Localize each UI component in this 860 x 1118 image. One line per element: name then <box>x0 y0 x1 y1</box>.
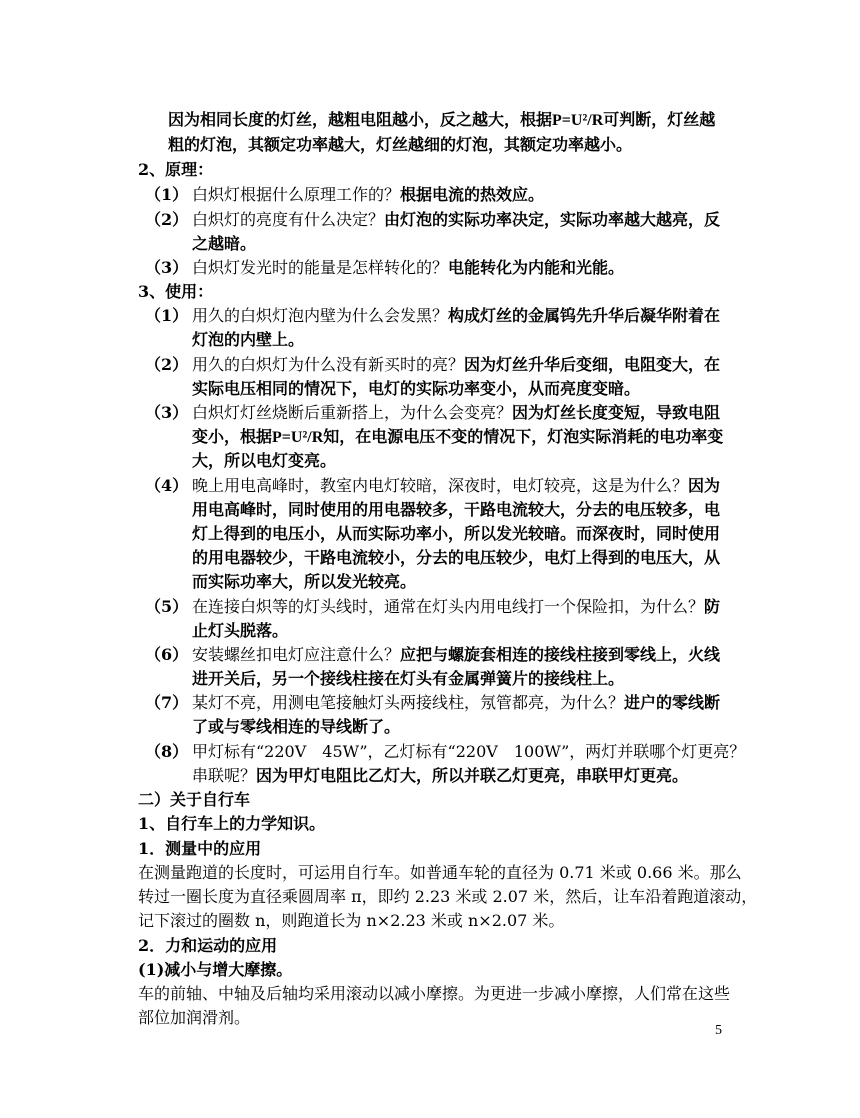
part-2-sub-1-1: 1．测量中的应用 <box>138 839 262 858</box>
section-3-item-6-cont: 进开关后，另一个接线柱接在灯头有金属弹簧片的接线柱上。 <box>192 669 625 688</box>
section-3-item-3-cont: 变小，根据P=U²/R知，在电源电压不变的情况下，灯泡实际消耗的电功率变 <box>192 427 724 446</box>
item-number: （1） <box>145 306 189 325</box>
paragraph-1-line-2: 转过一圈长度为直径乘圆周率 π，即约 2.23 米或 2.07 米，然后，让车沿着跑道滚动， <box>138 887 758 906</box>
section-3-item-8-cont: 串联呢？因为甲灯电阻比乙灯大，所以并联乙灯更亮，串联甲灯更亮。 <box>192 766 689 785</box>
section-3-item-4-cont4: 而实际功率大，所以发光较亮。 <box>192 572 417 591</box>
section-3-item-5-cont: 止灯头脱落。 <box>192 621 289 640</box>
item-number: （5） <box>145 597 189 616</box>
section-2-heading: 2、原理： <box>138 160 214 179</box>
item-number: （2） <box>145 355 189 374</box>
paragraph-2-line-1: 车的前轴、中轴及后轴均采用滚动以减小摩擦。为更进一步减小摩擦，人们常在这些 <box>138 984 731 1003</box>
section-3-item-8: 甲灯标有“220V 45W”，乙灯标有“220V 100W”，两灯并联哪个灯更亮？ <box>192 742 746 761</box>
section-2-item-2-cont: 之越暗。 <box>192 234 257 253</box>
section-3-item-6: 安装螺丝扣电灯应注意什么？应把与螺旋套相连的接线柱接到零线上，火线 <box>192 645 721 664</box>
section-3-item-3: 白炽灯灯丝烧断后重新搭上，为什么会变亮？因为灯丝长度变短，导致电阻 <box>192 403 721 422</box>
item-number: （3） <box>145 403 189 422</box>
item-number: （7） <box>145 693 189 712</box>
item-number: （1） <box>145 185 189 204</box>
section-2-item-3: 白炽灯发光时的能量是怎样转化的？电能转化为内能和光能。 <box>192 258 625 277</box>
section-3-item-3-cont2: 大，所以电灯变亮。 <box>192 451 337 470</box>
section-3-item-7-cont: 了或与零线相连的导线断了。 <box>192 717 401 736</box>
section-3-item-4-cont2: 灯上得到的电压小，从而实际功率小，所以发光较暗。而深夜时，同时使用 <box>192 524 721 543</box>
intro-line-1: 因为相同长度的灯丝，越粗电阻越小，反之越大，根据P=U²/R可判断，灯丝越 <box>168 110 716 129</box>
section-3-item-4: 晚上用电高峰时，教室内电灯较暗，深夜时，电灯较亮，这是为什么？因为 <box>192 476 721 495</box>
item-number: （4） <box>145 476 189 495</box>
section-3-item-4-cont: 用电高峰时，同时使用的用电器较多，干路电流较大，分去的电压较多，电 <box>192 500 721 519</box>
section-3-item-2-cont: 实际电压相同的情况下，电灯的实际功率变小，从而亮度变暗。 <box>192 379 641 398</box>
intro-line-2: 粗的灯泡，其额定功率越大，灯丝越细的灯泡，其额定功率越小。 <box>168 135 633 154</box>
item-number: （3） <box>145 258 189 277</box>
part-2-sub-1: 1、自行车上的力学知识。 <box>138 814 326 833</box>
section-3-heading: 3、使用： <box>138 282 214 301</box>
part-2-sub-1-2: 2．力和运动的应用 <box>138 936 278 955</box>
part-2-sub-1-2-1: (1)减小与增大摩擦。 <box>138 960 293 979</box>
section-2-item-1: 白炽灯根据什么原理工作的？根据电流的热效应。 <box>192 185 545 204</box>
section-2-item-2: 白炽灯的亮度有什么决定？由灯泡的实际功率决定，实际功率越大越亮，反 <box>192 210 721 229</box>
section-3-item-7: 某灯不亮，用测电笔接触灯头两接线柱，氖管都亮，为什么？进户的零线断 <box>192 693 721 712</box>
item-number: （2） <box>145 210 189 229</box>
paragraph-1-line-1: 在测量跑道的长度时，可运用自行车。如普通车轮的直径为 0.71 米或 0.66 米。那么 <box>138 863 742 882</box>
paragraph-2-line-2: 部位加润滑剂。 <box>138 1008 251 1027</box>
item-number: （6） <box>145 645 189 664</box>
section-3-item-1-cont: 灯泡的内壁上。 <box>192 330 305 349</box>
page-number: 5 <box>715 1023 722 1038</box>
section-3-item-5: 在连接白炽等的灯头线时，通常在灯头内用电线打一个保险扣，为什么？防 <box>192 597 721 616</box>
part-2-heading: 二）关于自行车 <box>138 790 251 809</box>
section-3-item-1: 用久的白炽灯泡内壁为什么会发黑？构成灯丝的金属钨先升华后凝华附着在 <box>192 306 721 325</box>
item-number: （8） <box>145 742 189 761</box>
section-3-item-4-cont3: 的用电器较少，干路电流较小，分去的电压较少，电灯上得到的电压大，从 <box>192 548 721 567</box>
paragraph-1-line-3: 记下滚过的圈数 n，则跑道长为 n×2.23 米或 n×2.07 米。 <box>138 911 565 930</box>
section-3-item-2: 用久的白炽灯为什么没有新买时的亮？因为灯丝升华后变细，电阻变大，在 <box>192 355 721 374</box>
